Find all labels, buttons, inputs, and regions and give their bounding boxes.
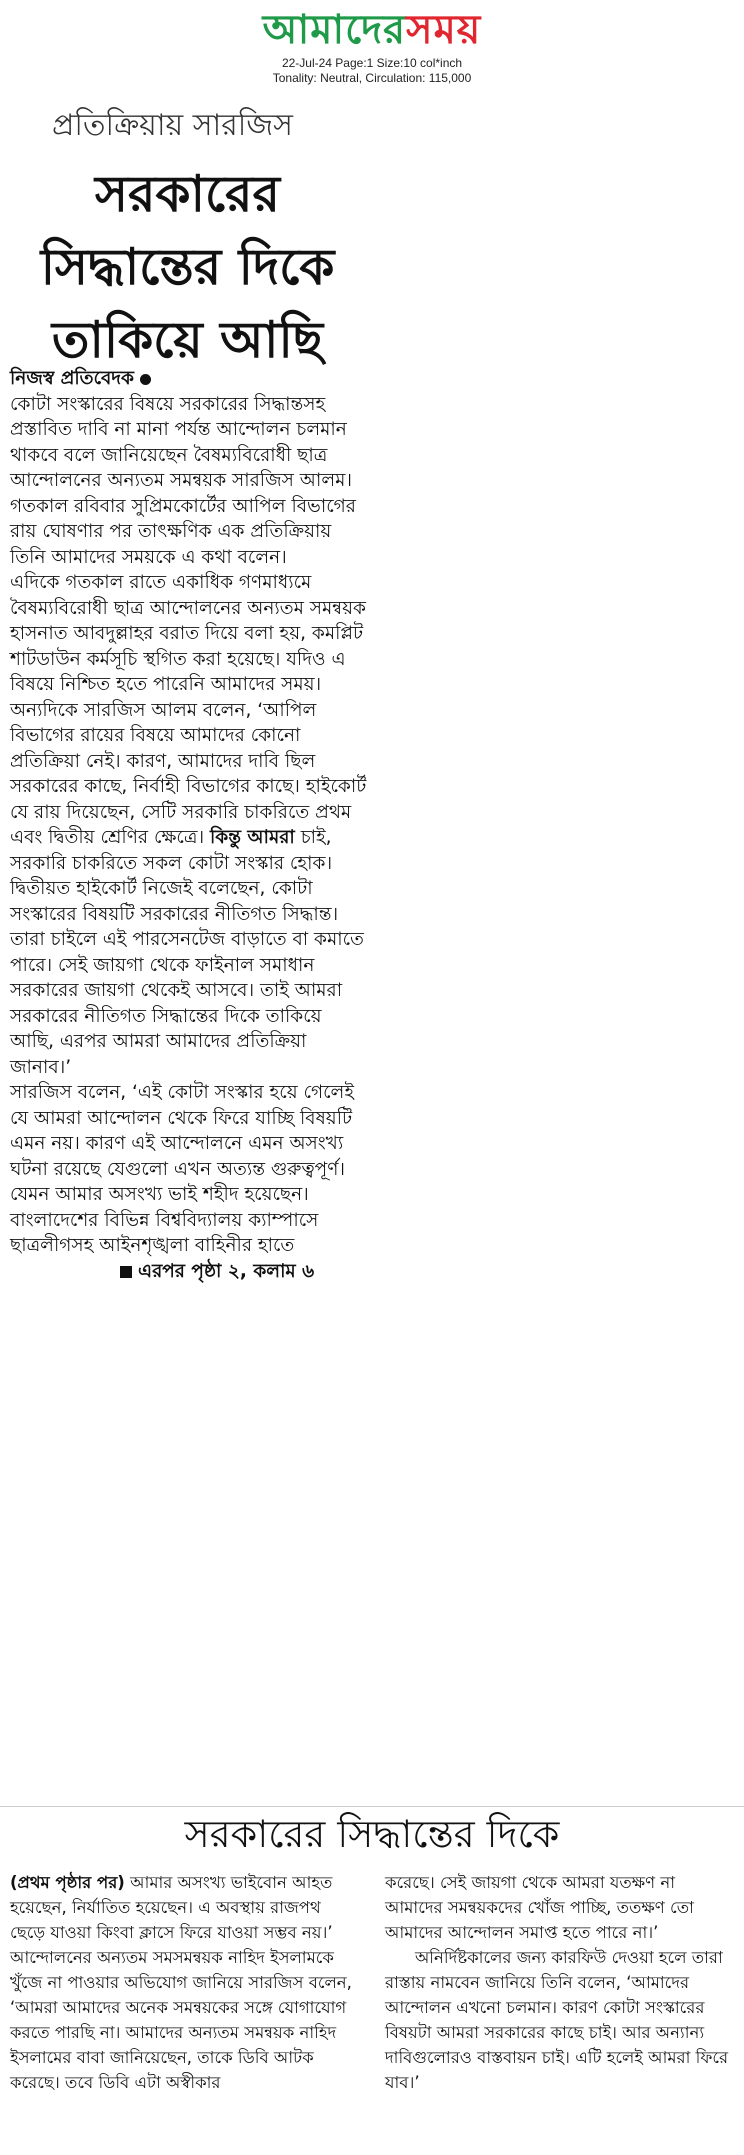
- paragraph-4-text: সারজিস বলেন, ‘এই কোটা সংস্কার হয়ে গেলেই যে আমরা আন্দোলন থেকে ফিরে যাচ্ছি বিষয়টি এমন নয়। কারণ এই আন্দোলনে এমন অসংখ্য ঘটনা রয়েছে যেগুলো এখন অত্যন্ত গুরুত্বপূর্ণ। যেমন আমার অসংখ্য ভাই শহীদ হয়েছেন। বাংলাদেশের বিভিন্ন বিশ্ববিদ্যালয় ক্যাম্পাসে ছাত্রলীগসহ আইনশৃঙ্খলা বাহিনীর হাতে: [10, 1082, 354, 1256]
- paragraph-4: [10, 1080, 370, 1284]
- continuation-left-text: আমার অসংখ্য ভাইবোন আহত হয়েছেন, নির্যাতিত হয়েছেন। এ অবস্থায় রাজপথ ছেড়ে যাওয়া কিংবা ক্লাসে ফিরে যাওয়া সম্ভব নয়।’ আন্দোলনের অন্যতম সমসমন্বয়ক নাহিদ ইসলামকে খুঁজে না পাওয়ার অভিযোগ জানিয়ে সারজিস বলেন, ‘আমরা আমাদের অনেক সমন্বয়কের সঙ্গে যোগাযোগ করতে পারছি না। আমাদের অন্যতম সমন্বয়ক নাহিদ ইসলামের বাবা জানিয়েছেন, তাকে ডিবি আটক করেছে। তবে ডিবি এটা অস্বীকার: [10, 1873, 352, 2092]
- paragraph-3: [10, 698, 370, 1081]
- logo-part-red: সময়: [406, 7, 482, 53]
- masthead: [0, 6, 744, 54]
- continuation-right-paragraph-2: অনির্দিষ্টকালের জন্য কারফিউ দেওয়া হলে তারা রাস্তায় নামবেন জানিয়ে তিনি বলেন, ‘আমাদের আন্দোলন এখনো চলমান। কারণ কোটা সংস্কারের বিষয়টা আমরা সরকারের কাছে চাই। আর অন্যান্য দাবিগুলোরও বাস্তবায়ন চাই। এটি হলেই আমরা ফিরে যাব।’: [385, 1948, 729, 2092]
- newspaper-logo: [0, 6, 744, 54]
- paragraph-3-part-a: অন্যদিকে সারজিস আলম বলেন, ‘আপিল বিভাগের রায়ের বিষয়ে আমাদের কোনো প্রতিক্রিয়া নেই। কারণ, আমাদের দাবি ছিল সরকারের কাছে, নির্বাহী বিভাগের কাছে। হাইকোর্ট যে রায় দিয়েছেন, সেটি সরকারি চাকরিতে প্রথম এবং দ্বিতীয় শ্রেণির ক্ষেত্রে।: [10, 699, 367, 848]
- byline: [10, 366, 370, 392]
- byline-text: নিজস্ব প্রতিবেদক: [10, 368, 134, 389]
- article-body: [10, 366, 370, 1284]
- square-bullet-icon: [120, 1266, 132, 1278]
- bullet-dot-icon: [140, 374, 151, 385]
- continuation-left-column: [10, 1870, 355, 2095]
- headline-line-2: সিদ্ধান্তের দিকে: [40, 238, 335, 296]
- continuation-left-paragraph: [10, 1870, 355, 2095]
- paragraph-3-part-b: চাই, সরকারি চাকরিতে সকল কোটা সংস্কার হোক। দ্বিতীয়ত হাইকোর্ট নিজেই বলেছেন, কোটা সংস্কারের বিষয়টি সরকারের নীতিগত সিদ্ধান্ত। তারা চাইলে এই পারসেনটেজ বাড়াতে বা কমাতে পারে। সেই জায়গা থেকে ফাইনাল সমাধান সরকারের জায়গা থেকেই আসবে। তাই আমরা সরকারের নীতিগত সিদ্ধান্তের দিকে তাকিয়ে আছি, এরপর আমরা আমাদের প্রতিক্রিয়া জানাব।’: [10, 827, 364, 1078]
- logo-part-green: আমাদের: [262, 7, 407, 53]
- continuation-lead: (প্রথম পৃষ্ঠার পর): [10, 1873, 125, 1892]
- section-divider: [0, 1806, 744, 1807]
- jump-text: এরপর পৃষ্ঠা ২, কলাম ৬: [138, 1260, 315, 1282]
- article-kicker: প্রতিক্রিয়ায় সারজিস: [52, 108, 293, 143]
- headline-line-1: সরকারের: [94, 165, 281, 223]
- continuation-jump: [10, 1261, 314, 1282]
- paragraph-1: কোটা সংস্কারের বিষয়ে সরকারের সিদ্ধান্তসহ প্রস্তাবিত দাবি না মানা পর্যন্ত আন্দোলন চলমান থাকবে বলে জানিয়েছেন বৈষম্যবিরোধী ছাত্র আন্দোলনের অন্যতম সমন্বয়ক সারজিস আলম। গতকাল রবিবার সুপ্রিমকোর্টের আপিল বিভাগের রায় ঘোষণার পর তাৎক্ষণিক এক প্রতিক্রিয়ায় তিনি আমাদের সময়কে এ কথা বলেন।: [10, 393, 356, 568]
- paragraph-2: এদিকে গতকাল রাতে একাধিক গণমাধ্যমে বৈষম্যবিরোধী ছাত্র আন্দোলনের অন্যতম সমন্বয়ক হাসনাত আবদুল্লাহর বরাত দিয়ে বলা হয়, কমপ্লিট শাটডাউন কর্মসূচি স্থগিত করা হয়েছে। যদিও এ বিষয়ে নিশ্চিত হতে পারেনি আমাদের সময়।: [10, 572, 366, 695]
- clipping-meta-date: 22-Jul-24 Page:1 Size:10 col*inch: [281, 56, 463, 70]
- headline-line-3: তাকিয়ে আছি: [51, 311, 324, 369]
- clipping-meta-tonality: Tonality: Neutral, Circulation: 115,000: [272, 71, 472, 85]
- article-headline: [10, 158, 365, 377]
- continuation-right-column: [385, 1870, 730, 2095]
- continuation-headline: সরকারের সিদ্ধান্তের দিকে: [184, 1812, 560, 1856]
- paragraph-3-bold: কিন্তু আমরা: [209, 827, 295, 848]
- continuation-right-paragraph-1: করেছে। সেই জায়গা থেকে আমরা যতক্ষণ না আমাদের সমন্বয়কদের খোঁজ পাচ্ছি, ততক্ষণ তো আমাদের আন্দোলন সমাপ্ত হতে পারে না।’: [385, 1873, 694, 1942]
